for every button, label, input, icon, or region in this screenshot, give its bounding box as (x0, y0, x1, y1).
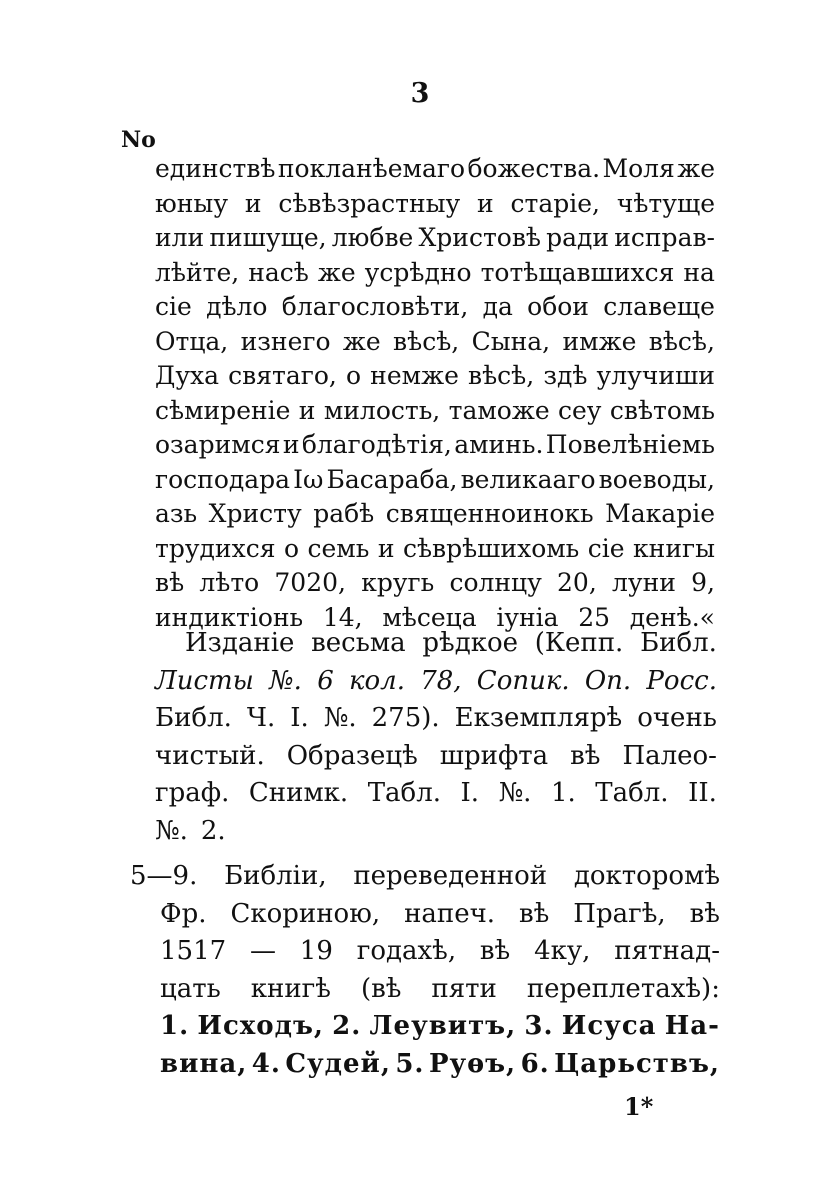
text-line: граф. Снимк. Табл. I. №. 1. Табл. II. (155, 778, 717, 808)
text-line: Листы №. 6 кол. 78, Сопик. Оп. Росс. (155, 665, 717, 696)
text-line: или пишуще, любве Христовѣ ради исправ- (155, 223, 715, 252)
text-line: чистый. Образецѣ шрифта вѣ Палео- (155, 740, 717, 771)
entry-note (155, 625, 717, 850)
text-line: озаримся и благодѣтія, аминь. Повелѣніемь (155, 430, 715, 459)
text-line: Изданіе весьма рѣдкое (Кепп. Библ. (185, 628, 717, 658)
text-line: трудихся о семь и сѣврѣшихомь сіе книгы (155, 533, 715, 563)
text-line: сіе дѣло благословѣти, да обои славеще (155, 292, 715, 321)
text-line: сѣмиреніе и милость, таможе сеу свѣтомь (155, 395, 715, 425)
section-sign: No (121, 127, 156, 153)
text-line: Библ. Ч. I. №. 275). Екземплярѣ очень (155, 703, 717, 733)
text-line: лѣйте, насѣ же усрѣдно тотѣщавшихся на (155, 257, 715, 287)
text-line: 5—9. Библіи, переведенной докторомѣ (130, 861, 720, 891)
signature-mark: 1* (624, 1092, 654, 1121)
text-line: вина, 4. Судей, 5. Руѳъ, 6. Царьствъ, (160, 1048, 720, 1079)
text-line: Отца, изнего же вѣсѣ, Сына, имже вѣсѣ, (155, 326, 715, 356)
text-line: цать книгѣ (вѣ пяти переплетахѣ): (160, 973, 720, 1004)
text-line: 1517 — 19 годахѣ, вѣ 4ку, пятнад- (160, 936, 720, 966)
quote-block (155, 152, 715, 635)
text-line: 1. Исходъ, 2. Леувитъ, 3. Исуса На- (160, 1011, 720, 1041)
text-line: Духа святаго, о немже вѣсѣ, здѣ улучиши (155, 361, 715, 390)
text-line: вѣ лѣто 7020, кругь солнцу 20, луни 9, (155, 568, 715, 597)
text-line: единствѣ покланѣемаго божества. Моля же (155, 154, 715, 183)
entry-bible (130, 858, 720, 1083)
text-line: азь Христу рабѣ священноинокь Макаріе (155, 499, 715, 528)
text-line: господара Іω Басараба, великааго воеводы, (155, 464, 715, 494)
text-line: №. 2. (155, 815, 226, 846)
page-number: 3 (410, 78, 430, 109)
text-line: юныу и сѣвѣзрастныу и старіе, чѣтуще (155, 188, 715, 218)
text-line: Фр. Скориною, напеч. вѣ Прагѣ, вѣ (160, 898, 720, 929)
text-line: индиктіонь 14, мѣсеца іуніа 25 денѣ.« (155, 602, 715, 632)
